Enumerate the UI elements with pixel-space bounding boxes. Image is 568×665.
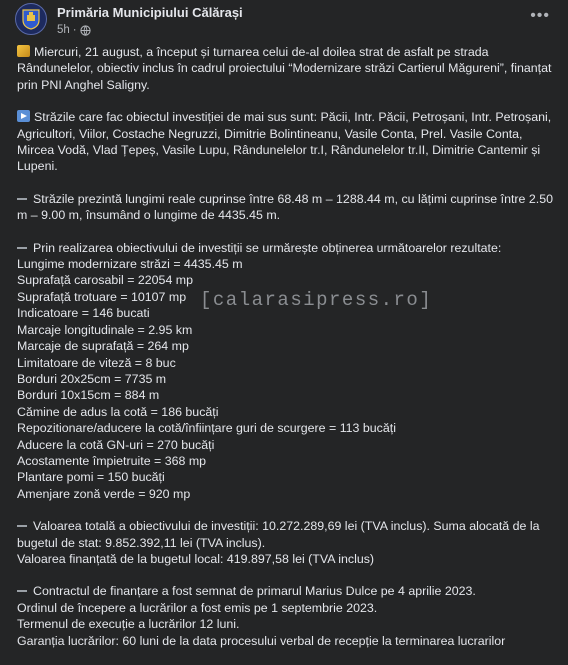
- dash-icon: [17, 192, 27, 200]
- order-line: Ordinul de începere a lucrărilor a fost emis pe 1 septembrie 2023.: [17, 600, 378, 615]
- lengths-text: Străzile prezintă lungimi reale cuprinse între 68.48 m – 1288.44 m, cu lățimi cuprinse între 2.50 m – 9.00 m, însumând o lungime de 4435.45 m.: [17, 191, 553, 223]
- paragraph-intro: [17, 44, 557, 93]
- dash-icon: [17, 584, 27, 592]
- result-item: Acostamente împietruite = 368 mp: [17, 453, 207, 468]
- meta-separator: ·: [72, 24, 77, 36]
- result-item: Limitatoare de viteză = 8 buc: [17, 355, 176, 370]
- contract-text: Contractul de finanțare a fost semnat de primarul Marius Dulce pe 4 aprilie 2023.: [33, 584, 476, 599]
- dash-icon: [17, 519, 27, 527]
- contract-line: [17, 583, 557, 599]
- value-total-text: Valoarea totală a obiectivului de investiții: 10.272.289,69 lei (TVA inclus). Suma alocată de la bugetul de stat: 9.852.392,11 lei (TVA inclus).: [17, 519, 540, 550]
- streets-text: Străzile care fac obiectul investiției de mai sus sunt: Păcii, Intr. Păcii, Petroșani, Intr. Petroșani, Agricultori, Viilor, Costache Negruzzi, Dimitrie Bolintineanu, Vasile Conta, Prel. Vasile Conta, Mircea Vodă, Vlad Țepeș, Vasile Lupu, Rândunelelor tr.I, Rândunelelor tr.II, Dimitrie Cantemir și Lupeni.: [17, 110, 552, 174]
- result-item: Amenjare zonă verde = 920 mp: [17, 486, 191, 501]
- sparkles-icon: [17, 45, 30, 57]
- play-button-icon: [17, 110, 30, 122]
- result-item: Lungime modernizare străzi = 4435.45 m: [17, 257, 243, 272]
- paragraph-value: [17, 518, 557, 567]
- results-intro-text: Prin realizarea obiectivului de investiții se urmărește obținerea următoarelor rezultate:: [33, 240, 502, 255]
- intro-text: Miercuri, 21 august, a început și turnarea celui de-al doilea strat de asfalt pe strada Rândunelelor, obiectiv inclus în cadrul proiectului “Modernizare străzi Cartierul Măgureni”, finanțat prin PNI Anghel Saligny.: [17, 45, 552, 92]
- post-header: [0, 0, 568, 40]
- result-item: Aducere la cotă GN-uri = 270 bucăți: [17, 437, 215, 452]
- page-name-link[interactable]: Primăria Municipiului Călărași: [57, 5, 243, 20]
- result-item: Marcaje longitudinale = 2.95 km: [17, 322, 193, 337]
- paragraph-contract: [17, 583, 557, 649]
- result-item: Cămine de adus la cotă = 186 bucăți: [17, 404, 219, 419]
- post-time-link[interactable]: 5h: [57, 24, 70, 36]
- post-body: [17, 44, 557, 665]
- term-line: Termenul de execuție a lucrărilor 12 luni.: [17, 617, 240, 632]
- result-item: Indicatoare = 146 bucati: [17, 306, 150, 321]
- paragraph-streets: [17, 109, 557, 175]
- value-total-line: [17, 519, 539, 549]
- page-avatar[interactable]: [15, 3, 47, 35]
- result-item: Repozitionare/aducere la cotă/înființare guri de scurgere = 113 bucăți: [17, 421, 396, 436]
- city-crest-icon: [21, 8, 41, 30]
- result-item: Borduri 10x15cm = 884 m: [17, 388, 160, 403]
- post-meta: [57, 22, 91, 38]
- result-item: Suprafață trotuare = 10107 mp: [17, 289, 187, 304]
- paragraph-results: [17, 240, 557, 503]
- dash-icon: [17, 241, 27, 249]
- value-local-line: Valoarea finanțată de la bugetul local: 419.897,58 lei (TVA inclus): [17, 551, 375, 566]
- results-intro-line: [17, 240, 557, 256]
- warranty-line: Garanția lucrărilor: 60 luni de la data procesului verbal de recepție la terminarea lucrarilor: [17, 633, 506, 648]
- result-item: Borduri 20x25cm = 7735 m: [17, 371, 167, 386]
- watermark: [calarasipress.ro]: [200, 289, 433, 311]
- paragraph-lengths: [17, 191, 557, 224]
- result-item: Plantare pomi = 150 bucăți: [17, 470, 165, 485]
- globe-icon: [80, 25, 91, 36]
- result-item: Marcaje de suprafață = 264 mp: [17, 339, 189, 354]
- result-item: Suprafață carosabil = 22054 mp: [17, 273, 193, 288]
- more-options-button[interactable]: •••: [530, 7, 550, 24]
